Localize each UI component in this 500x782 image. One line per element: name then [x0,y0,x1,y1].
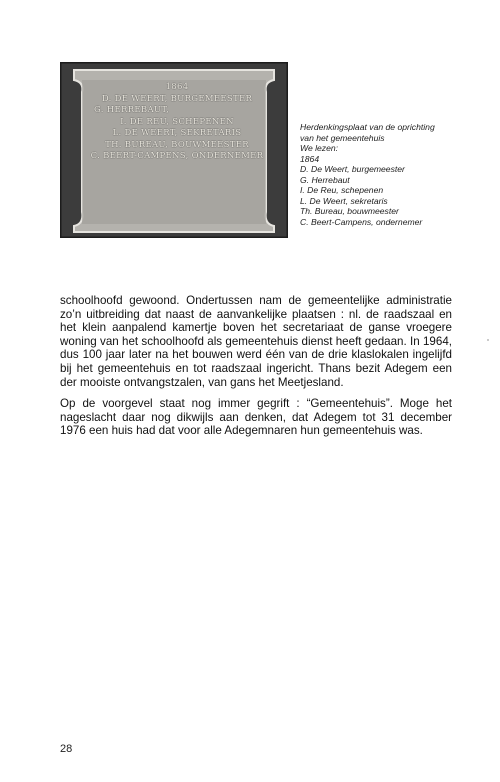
caption-line: I. De Reu, schepenen [300,185,384,195]
plaque-line: C. BEERT-CAMPENS, ONDERNEMER [90,151,264,161]
caption-line: Th. Bureau, bouwmeester [300,206,399,216]
plaque-photo [60,62,288,238]
caption-line: C. Beert-Campens, ondernemer [300,216,423,227]
caption-line: van het gemeentehuis [300,132,385,143]
caption-line: D. De Weert, burgemeester [300,164,405,174]
caption-line: G. Herrebaut [300,174,350,185]
body-paragraph: Op de voorgevel staat nog immer gegrift : “Gemeentehuis”. Moge het nageslacht daar nog dikwijls aan denken, dat Adegem tot 31 december 1976 een huis had dat voor alle Adegemnaren hun gemeentehuis was. [60,397,452,438]
body-paragraph: schoolhoofd gewoond. Ondertussen nam de gemeentelijke administratie zo’n uitbreiding dat naast de aanvankelijke plaatsen : nl. de raadszaal en het klein aanpalend kamertje boven het secretariaat de ganse vroegere woning van het schoolhoofd als gemeentehuis dienst heeft gedaan. In 1964, dus 100 jaar later na het bouwen werd één van de drie klaslokalen ingelijfd bij het gemeentehuis en tot raadszaal ingericht. Thans bezit Adegem een der mooiste ontvangstzalen, van gans het Meetjesland. [60,294,452,389]
caption-line: L. De Weert, sekretaris [300,195,388,206]
plaque-line: 1864 [165,82,189,92]
caption-line: 1864 [300,153,320,164]
caption-line: Herdenkingsplaat van de oprichting [300,122,435,132]
plaque-line: D. DE WEERT, BURGEMEESTER [101,93,253,104]
plaque-inscription [88,82,266,222]
scan-speck [487,339,489,341]
page-number: 28 [60,743,73,755]
plaque-line: I. DE REU, SCHEPENEN [120,116,234,127]
photo-caption [300,122,490,227]
plaque-line: G. HERREBAUT, [94,105,170,115]
plaque-line: L. DE WEERT, SEKRETARIS [112,128,242,138]
plaque-line: TH. BUREAU, BOUWMEESTER [105,139,249,150]
caption-line: We lezen: [300,143,339,153]
